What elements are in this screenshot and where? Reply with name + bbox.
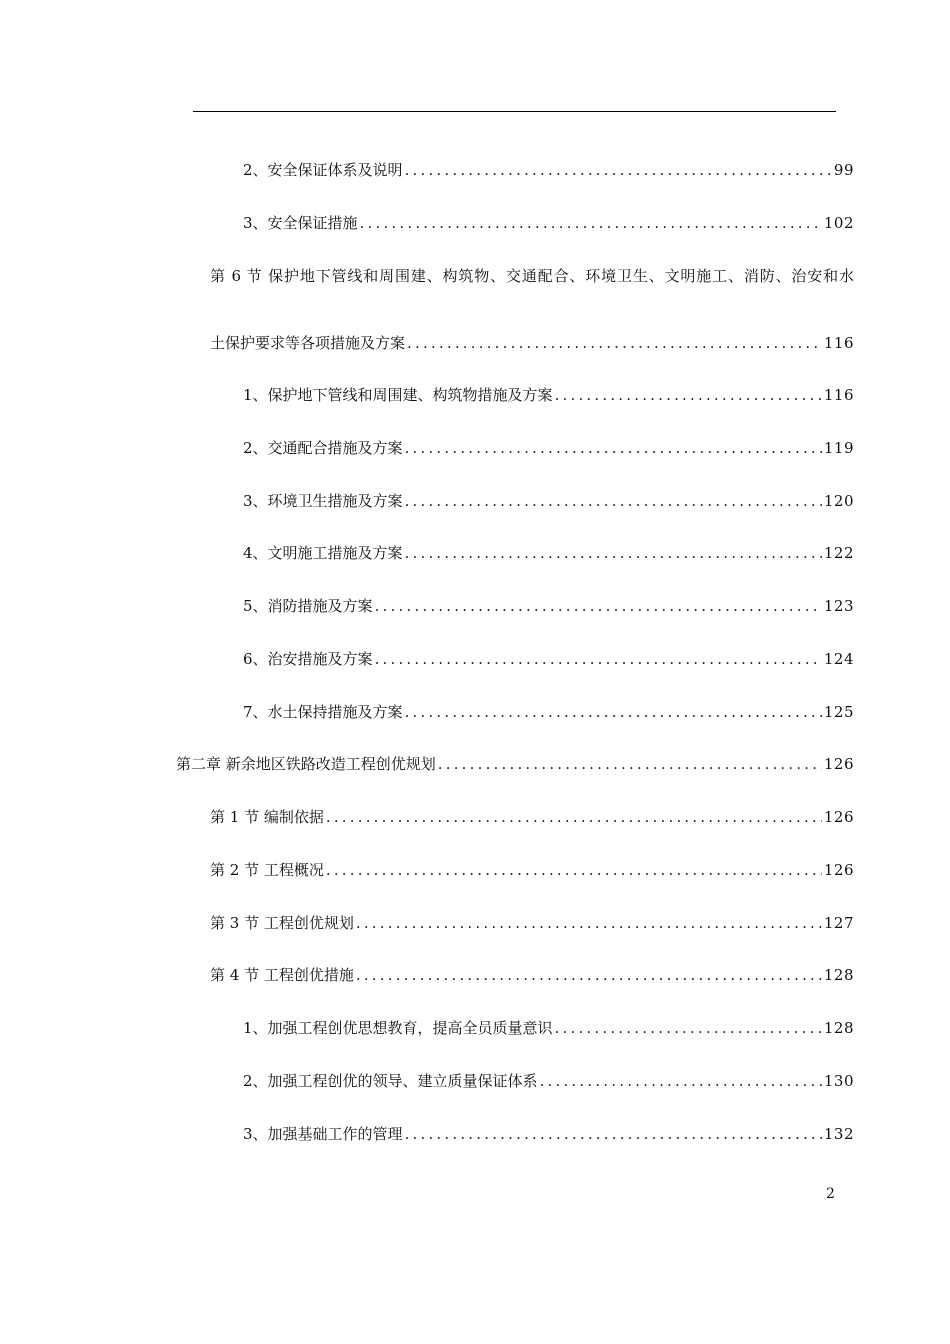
toc-entry-page: 124 bbox=[823, 650, 854, 668]
toc-entry-page: 126 bbox=[823, 808, 854, 826]
toc-entry-page: 130 bbox=[823, 1072, 854, 1090]
toc-entry[interactable] bbox=[243, 159, 854, 181]
toc-entry-page: 125 bbox=[823, 703, 854, 721]
toc-entry-label: 治安措施及方案 bbox=[267, 650, 373, 668]
toc-entry-label: 交通配合措施及方案 bbox=[267, 439, 403, 457]
toc-entry-page: 123 bbox=[823, 597, 854, 615]
toc-entry-number: 4、 bbox=[243, 544, 268, 562]
toc-entry-page: 128 bbox=[823, 966, 854, 984]
dot-leader bbox=[540, 1070, 822, 1092]
toc-entry-number: 1、 bbox=[243, 1019, 268, 1037]
dot-leader bbox=[405, 159, 832, 181]
dot-leader bbox=[405, 542, 822, 564]
dot-leader bbox=[375, 648, 822, 670]
toc-entry[interactable] bbox=[243, 595, 854, 617]
header-rule bbox=[193, 111, 836, 112]
toc-entry[interactable] bbox=[243, 490, 854, 512]
toc-entry-label: 环境卫生措施及方案 bbox=[267, 492, 403, 510]
toc-entry-page: 126 bbox=[823, 755, 854, 773]
toc-entry[interactable] bbox=[243, 437, 854, 459]
toc-entry-number: 2、 bbox=[243, 161, 268, 179]
toc-entry-page: 127 bbox=[823, 914, 854, 932]
toc-entry-label: 第 6 节 保护地下管线和周围建、构筑物、交通配合、环境卫生、文明施工、消防、治安和水 bbox=[210, 267, 854, 285]
dot-leader bbox=[360, 212, 822, 234]
dot-leader bbox=[405, 701, 822, 723]
toc-entry-page: 116 bbox=[823, 334, 854, 352]
dot-leader bbox=[326, 806, 822, 828]
dot-leader bbox=[407, 332, 822, 354]
toc-entry[interactable] bbox=[210, 912, 854, 934]
toc-entry-page: 119 bbox=[823, 439, 854, 457]
toc-entry-number: 5、 bbox=[243, 597, 268, 615]
toc-entry-number: 2、 bbox=[243, 1072, 268, 1090]
toc-entry-page: 132 bbox=[823, 1125, 854, 1143]
toc-entry-number: 1、 bbox=[243, 386, 268, 404]
dot-leader bbox=[555, 1017, 822, 1039]
toc-entry-label: 土保护要求等各项措施及方案 bbox=[210, 334, 406, 352]
toc-chapter-entry[interactable] bbox=[176, 753, 854, 775]
toc-entry-page: 99 bbox=[833, 161, 854, 179]
toc-entry-page: 116 bbox=[823, 386, 854, 404]
dot-leader bbox=[405, 437, 822, 459]
toc-entry-label: 安全保证措施 bbox=[267, 214, 358, 232]
toc-entry-page: 120 bbox=[823, 492, 854, 510]
toc-entry[interactable] bbox=[210, 332, 854, 354]
toc-entry[interactable] bbox=[243, 1017, 854, 1039]
dot-leader bbox=[405, 490, 822, 512]
toc-entry-label: 第 4 节 工程创优措施 bbox=[210, 966, 354, 984]
toc-entry-number: 7、 bbox=[243, 703, 268, 721]
toc-entry-label: 加强工程创优的领导、建立质量保证体系 bbox=[267, 1072, 538, 1090]
toc-entry-page: 128 bbox=[823, 1019, 854, 1037]
toc-entry[interactable] bbox=[243, 1070, 854, 1092]
toc-entry[interactable] bbox=[243, 1123, 854, 1145]
toc-entry[interactable] bbox=[210, 806, 854, 828]
toc-entry-number: 2、 bbox=[243, 439, 268, 457]
toc-entry[interactable] bbox=[243, 212, 854, 234]
toc-entry[interactable] bbox=[243, 701, 854, 723]
toc-entry-label: 消防措施及方案 bbox=[267, 597, 373, 615]
toc-entry-page: 122 bbox=[823, 544, 854, 562]
toc-entry-number: 6、 bbox=[243, 650, 268, 668]
toc-entry-number: 3、 bbox=[243, 214, 268, 232]
dot-leader bbox=[356, 964, 822, 986]
toc-entry-label: 第 2 节 工程概况 bbox=[210, 861, 324, 879]
toc-entry-label: 第 1 节 编制依据 bbox=[210, 808, 324, 826]
toc-entry-label: 第 3 节 工程创优规划 bbox=[210, 914, 354, 932]
footer-page-number: 2 bbox=[826, 1186, 835, 1202]
dot-leader bbox=[356, 912, 822, 934]
toc-entry-number: 3、 bbox=[243, 492, 268, 510]
toc-entry-label: 加强工程创优思想教育，提高全员质量意识 bbox=[267, 1019, 553, 1037]
toc-entry-label: 第二章 新余地区铁路改造工程创优规划 bbox=[176, 755, 436, 773]
toc-entry[interactable] bbox=[210, 964, 854, 986]
toc-entry[interactable] bbox=[243, 648, 854, 670]
toc-entry[interactable] bbox=[210, 859, 854, 881]
toc-entry-label: 加强基础工作的管理 bbox=[267, 1125, 403, 1143]
dot-leader bbox=[326, 859, 822, 881]
toc-entry-number: 3、 bbox=[243, 1125, 268, 1143]
toc-entry-page: 102 bbox=[823, 214, 854, 232]
toc-entry-page: 126 bbox=[823, 861, 854, 879]
dot-leader bbox=[375, 595, 822, 617]
toc-entry[interactable] bbox=[243, 384, 854, 406]
dot-leader bbox=[405, 1123, 822, 1145]
toc-entry-label: 文明施工措施及方案 bbox=[267, 544, 403, 562]
toc-entry[interactable] bbox=[243, 542, 854, 564]
toc-entry-label: 保护地下管线和周围建、构筑物措施及方案 bbox=[267, 386, 553, 404]
dot-leader bbox=[438, 753, 822, 775]
toc-entry-label: 安全保证体系及说明 bbox=[267, 161, 403, 179]
dot-leader bbox=[555, 384, 822, 406]
toc-entry[interactable] bbox=[210, 265, 854, 287]
toc-entry-label: 水土保持措施及方案 bbox=[267, 703, 403, 721]
